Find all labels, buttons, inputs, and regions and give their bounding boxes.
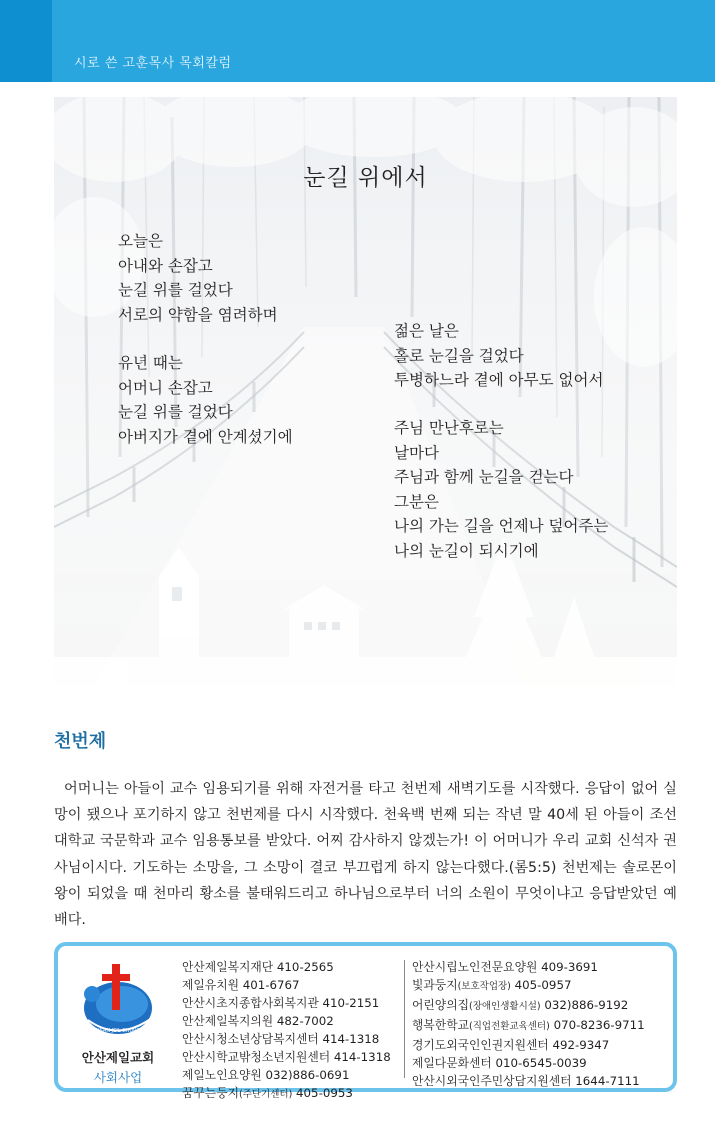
contact-phone: 032)886-0691 [265, 1068, 350, 1082]
poem-line: 어머니 손잡고 [118, 378, 213, 397]
contact-note: (장애인생활시설) [468, 1001, 541, 1012]
poem-line: 아내와 손잡고 [118, 256, 213, 275]
poem-line: 눈길 위를 걸었다 [118, 403, 233, 421]
poem-line: 아버지가 곁에 안계셨기에 [118, 427, 293, 446]
poem-line: 눈길 위를 걸었다 [118, 281, 233, 299]
church-name: 안산제일교회 [81, 1050, 155, 1065]
contact-phone: 482-7002 [276, 1014, 334, 1028]
contact-phone: 409-3691 [541, 960, 598, 974]
church-emblem-icon [66, 960, 170, 1046]
church-logo [66, 960, 170, 1086]
contact-phone: 414-1318 [322, 1032, 380, 1046]
poem-line: 날마다 [394, 443, 439, 462]
section-body-text: 어머니는 아들이 교수 임용되기를 위해 자전거를 타고 천번제 새벽기도를 시작했다. 응답이 없어 실망이 됐으나 포기하지 않고 천번제를 다시 시작했다. 천육백 번째 되는 작년 말 40세 된 아들이 조선대학교 국문학과 교수 임용통보를 받았다. 어찌 감사하지 않겠는가! 이 어머니가 우리 교회 신석자 권사님이시다. 기도하는 소망을, 그 소망이 결코 부끄럽게 하지 않는다했다.(롬5:5) 천번제는 솔로몬이 왕이 되었을 때 천마리 황소를 불태워드리고 하나님으로부터 너의 소원이 무엇이냐고 응답받았던 예배다. [54, 781, 677, 929]
poem-title: 눈길 위에서 [303, 165, 428, 191]
contact-name: 제일다문화센터 [412, 1056, 492, 1070]
contact-phone: 410-2565 [276, 960, 334, 974]
contact-entry [182, 1048, 391, 1066]
contact-name: 어린양의집 [412, 998, 469, 1012]
poem-line: 서로의 약함을 염려하며 [118, 305, 278, 324]
contact-phone: 070-8236-9711 [553, 1018, 645, 1032]
contact-name: 제일유치원 [182, 978, 239, 992]
contact-name: 제일노인요양원 [182, 1068, 262, 1082]
contact-name: 안산시청소년상담복지센터 [182, 1032, 319, 1046]
contact-entry [412, 958, 645, 976]
contact-note: (보호작업장) [457, 981, 511, 992]
contact-entry [412, 1036, 645, 1054]
poem-line: 주님과 함께 눈길을 걷는다 [394, 468, 574, 486]
header-tab-accent [0, 0, 52, 82]
poem-stanza-1 [118, 229, 278, 327]
contact-entry [412, 1054, 645, 1072]
contact-note: (주단기센터) [238, 1089, 293, 1100]
contact-entry [412, 976, 645, 996]
contact-name: 빛과둥지 [412, 978, 458, 992]
contact-list-left [182, 958, 391, 1104]
contact-entry [182, 1084, 391, 1104]
contact-list-right [412, 958, 645, 1090]
contact-phone: 405-0957 [514, 978, 572, 992]
contact-name: 안산시립노인전문요양원 [412, 960, 538, 974]
contact-phone: 414-1318 [333, 1050, 391, 1064]
poem-line: 주님 만난후로는 [394, 419, 504, 437]
contact-entry [182, 958, 391, 976]
poem-stanza-2 [118, 351, 293, 449]
contact-name: 안산제일복지의원 [182, 1014, 274, 1028]
contact-name: 안산시초지종합사회복지관 [182, 996, 319, 1010]
contact-phone: 492-9347 [552, 1038, 610, 1052]
contact-name: 경기도외국인인권지원센터 [412, 1038, 549, 1052]
contact-name: 안산시학교밖청소년지원센터 [182, 1050, 331, 1064]
poem-stanza-4 [394, 416, 608, 563]
column-series-title: 시로 쓴 고훈목사 목회칼럼 [74, 56, 232, 71]
poem-line: 홀로 눈길을 걸었다 [394, 346, 524, 365]
contact-entry [182, 1066, 391, 1084]
church-directory-box [54, 942, 677, 1100]
poem-line: 나의 가는 길을 언제나 덮어주는 [394, 517, 609, 535]
poem-line: 그분은 [394, 492, 439, 511]
contact-entry [182, 1012, 391, 1030]
church-department: 사회사업 [93, 1070, 143, 1085]
poem-line: 젊은 날은 [394, 322, 459, 340]
section-heading: 천번제 [54, 731, 107, 752]
contact-entry [182, 994, 391, 1012]
contact-entry [182, 1030, 391, 1048]
contact-entry [182, 976, 391, 994]
poem-line: 오늘은 [118, 232, 163, 250]
contact-phone: 010-6545-0039 [495, 1056, 587, 1070]
poem-line: 투병하느라 곁에 아무도 없어서 [394, 371, 604, 389]
header-bar [0, 0, 715, 82]
poem-line: 유년 때는 [118, 354, 183, 372]
poem-line: 나의 눈길이 되시기에 [394, 541, 539, 560]
contact-phone: 032)886-9192 [544, 998, 629, 1012]
poem-stanza-3 [394, 319, 603, 393]
contact-name: 꿈꾸는둥지 [182, 1086, 239, 1100]
contact-entry [412, 996, 645, 1016]
contact-phone: 410-2151 [322, 996, 380, 1010]
contact-name: 행복한학교 [412, 1018, 469, 1032]
logo-ring-text: ANSAN JEIL CHURCH [92, 1028, 144, 1034]
contact-phone: 405-0953 [296, 1086, 353, 1100]
contact-name: 안산제일복지재단 [182, 960, 274, 974]
contact-note: (직업전환교육센터) [468, 1021, 550, 1032]
column-divider [404, 960, 405, 1078]
contact-phone: 1644-7111 [575, 1074, 640, 1088]
contact-name: 안산시외국인주민상담지원센터 [412, 1074, 572, 1088]
poem-panel [54, 97, 677, 686]
contact-entry [412, 1072, 645, 1090]
contact-entry [412, 1016, 645, 1036]
contact-phone: 401-6767 [242, 978, 300, 992]
